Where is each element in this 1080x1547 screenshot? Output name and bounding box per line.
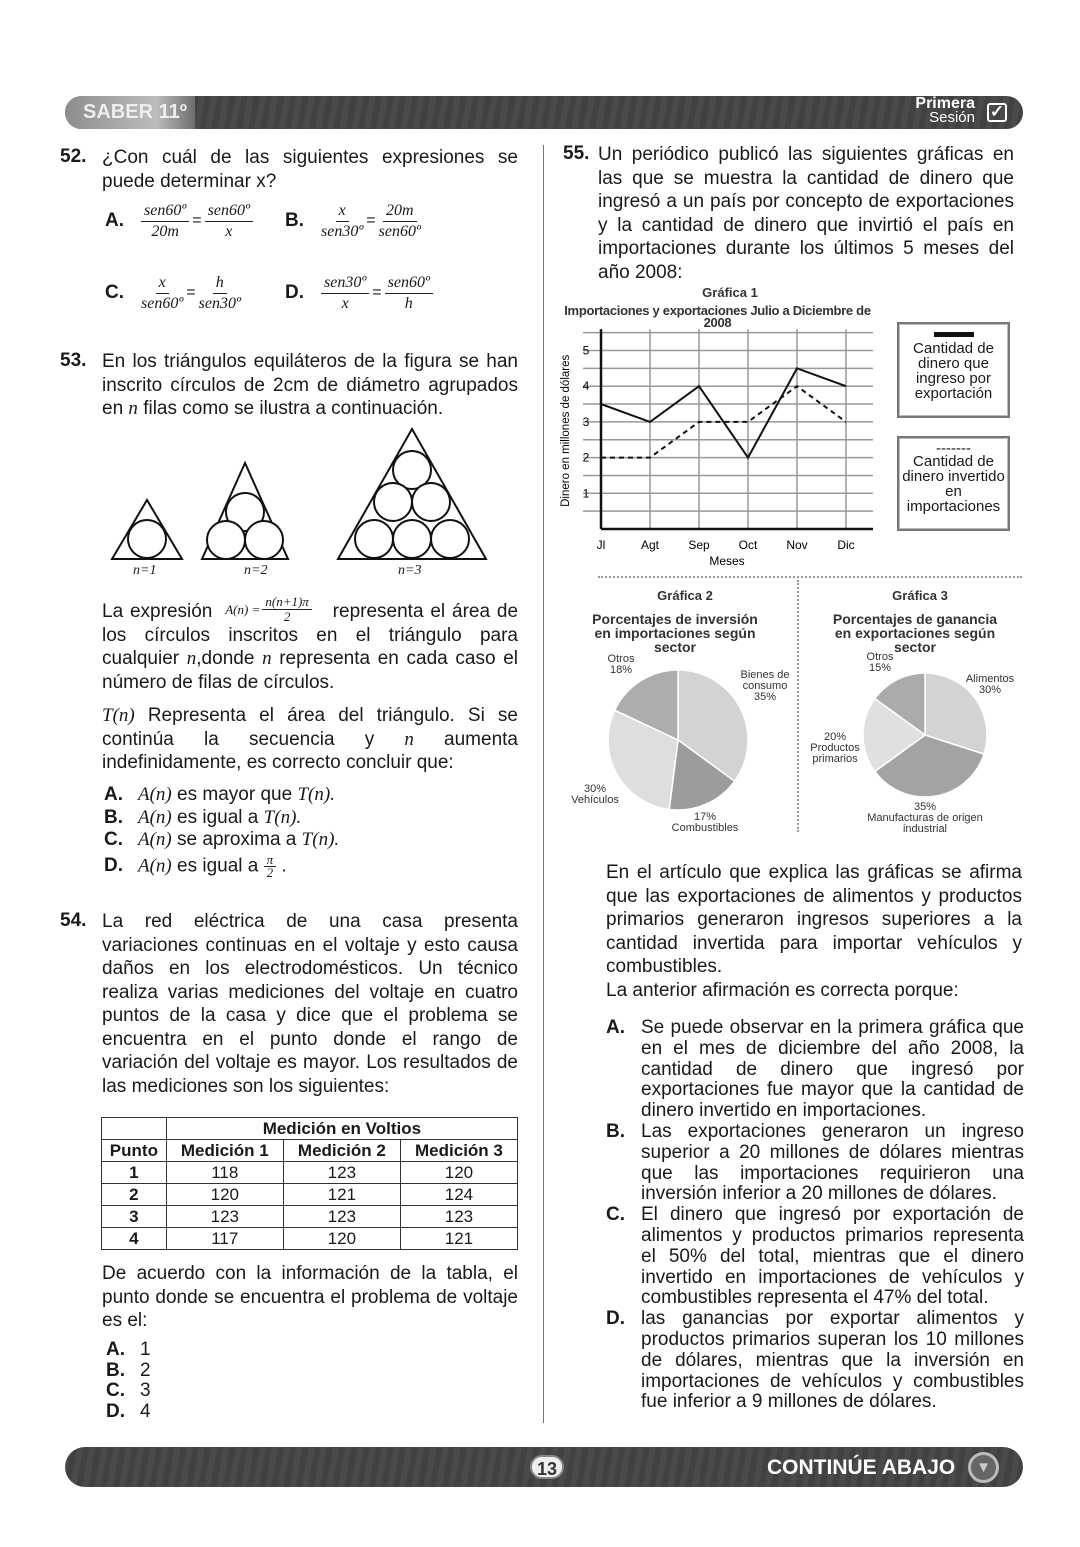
slice-label: Otros 15% <box>866 651 894 674</box>
option-b[interactable] <box>606 1122 1024 1205</box>
option-c[interactable] <box>606 1205 1024 1309</box>
chart3-subtitle: Porcentajes de ganancia en exportaciones según sector <box>832 611 998 655</box>
chart2-title: Gráfica 2 <box>657 588 713 603</box>
question-text: Un periódico publicó las siguientes gráficas en las que se muestra la cantidad de dinero que ingresó a un país por concepto de exportaciones y la cantidad de dinero que invirtió el país en importaciones durante los últimos 5 meses del año 2008: <box>598 144 1014 283</box>
table-cell: 123 <box>400 1206 517 1228</box>
page-number: 13 <box>530 1455 564 1479</box>
option-text: Se puede observar en la primera gráfica que en el mes de diciembre del año 2008, la cantidad de dinero que ingresó por exportaciones fue mayor que la cantidad de dinero invertido en importaciones. <box>641 1017 1024 1122</box>
table-cell: 120 <box>283 1228 400 1250</box>
slice-percent: 30% <box>583 783 607 795</box>
expr-lhs: A(n) = <box>225 601 261 617</box>
table-cell: 118 <box>166 1162 283 1184</box>
legend-label: Cantidad de dinero invertido en importaciones <box>902 453 1005 515</box>
option-letter: D. <box>606 1308 625 1330</box>
option-d[interactable]: D. 4 <box>106 1400 151 1422</box>
option-c[interactable]: C. 3 <box>106 1380 151 1401</box>
chart1-title: Gráfica 1 <box>702 285 758 300</box>
var-n: n <box>262 648 272 669</box>
x-tick-label: Oct <box>738 538 758 552</box>
option-letter: B. <box>285 210 304 231</box>
brand-logo: SABER 11º <box>65 96 195 129</box>
question-text: La red eléctrica de una casa presenta variaciones continuas en el voltaje y esto causa daños en los electrodomésticos. Un técnico realiza varias mediciones del voltaje en cuatro puntos de la casa y dice que el problema se encuentra en el punto donde el rango de variación del voltaje es mayor. Los resultados de las mediciones son los siguientes: <box>102 911 518 1097</box>
slice-label: 35% Manufacturas de origen industrial <box>867 801 983 835</box>
numerator: sen60º <box>385 273 433 294</box>
solid-line-marker <box>934 332 974 337</box>
pie-charts <box>555 640 1025 840</box>
footer-bar <box>65 1447 1023 1487</box>
table-row <box>102 1162 518 1184</box>
table-cell: 4 <box>102 1228 167 1250</box>
x-axis-label: Meses <box>709 554 745 568</box>
session-top: Primera <box>915 95 975 112</box>
slice-label: Alimentos 30% <box>965 673 1015 696</box>
table-cell: 121 <box>283 1184 400 1206</box>
legend-exports <box>897 322 1010 418</box>
option-text: El dinero que ingresó por exportación de alimentos y productos primarios representa el 50% del total, mientras que el dinero invertido en importaciones de vehículos y combustibles representa el 47% del total. <box>641 1204 1024 1309</box>
table-row <box>102 1228 518 1250</box>
y-tick-label: 5 <box>582 343 590 358</box>
var-n: n <box>186 648 197 669</box>
label-n3: n=3 <box>398 563 422 578</box>
expression-paragraph <box>102 594 519 694</box>
slice-percent: 15% <box>868 662 892 674</box>
text: ,donde <box>196 648 263 669</box>
column-divider <box>543 145 544 1423</box>
numerator: x <box>336 201 349 222</box>
question-number: 55. <box>563 143 590 164</box>
var-n: n <box>404 728 414 750</box>
chart1-plot <box>555 325 885 575</box>
numerator: sen60º <box>205 201 253 222</box>
column-header: Punto <box>102 1140 167 1162</box>
text: aumenta indefinidamente, es correcto concluir que: <box>102 728 518 773</box>
legend-imports <box>897 436 1010 531</box>
option-b[interactable] <box>285 196 465 246</box>
denominator: sen60º <box>378 222 421 240</box>
var-n: n <box>128 398 138 419</box>
table-title: Medición en Voltios <box>166 1118 517 1140</box>
voltage-table <box>101 1117 518 1250</box>
equals: = <box>192 212 202 229</box>
question-text <box>102 350 518 421</box>
text: La expresión <box>102 601 213 622</box>
table-cell: 2 <box>102 1184 167 1206</box>
table-cell: 123 <box>166 1206 283 1228</box>
numerator: 20m <box>383 201 417 222</box>
numerator: sen30º <box>321 273 369 294</box>
column-header: Medición 3 <box>400 1140 517 1162</box>
question-text: ¿Con cuál de las siguientes expresiones se puede determinar x? <box>102 147 518 192</box>
option-d[interactable] <box>606 1309 1024 1413</box>
text: representa el área de los círculos inscritos en el triángulo para cualquier <box>102 601 519 669</box>
table-row <box>102 1184 518 1206</box>
numerator: x <box>156 273 169 294</box>
option-c[interactable] <box>105 268 285 318</box>
x-tick-label: Sep <box>688 538 710 552</box>
option-c[interactable]: C. A(n) se aproxima a T(n). <box>104 829 340 850</box>
session-bottom: Sesión <box>929 109 975 126</box>
option-d[interactable] <box>285 268 465 318</box>
question-number: 52. <box>60 146 87 167</box>
table-cell: 120 <box>400 1162 517 1184</box>
table-cell: 120 <box>166 1184 283 1206</box>
question-text: En el artículo que explica las gráficas se afirma que las exportaciones de alimentos y productos primarios generaron ingresos superiores a la cantidad invertida para importar vehículos y combustibles. <box>606 862 1022 977</box>
column-header: Medición 2 <box>283 1140 400 1162</box>
dashed-line-marker: ------- <box>936 440 971 457</box>
separator <box>598 576 1022 578</box>
question-number: 54. <box>60 910 87 931</box>
y-tick-label: 1 <box>582 486 590 501</box>
chart2-subtitle: Porcentajes de inversión en importaciones según sector <box>592 611 758 655</box>
circle <box>128 520 166 558</box>
option-d[interactable]: D. A(n) es igual a $\frac{\pi}{2}$ . <box>104 851 287 880</box>
slice-percent: 35% <box>913 801 937 813</box>
session-label <box>915 97 975 125</box>
slice-percent: 18% <box>609 664 633 676</box>
option-letter: A. <box>105 210 124 231</box>
y-tick-label: 3 <box>582 414 590 429</box>
option-text: Las exportaciones generaron un ingreso superior a 20 millones de dólares mientras que las importaciones requirieron una inversión inferior a 20 millones de dólares. <box>641 1120 1024 1205</box>
option-a[interactable]: A. A(n) es mayor que T(n). <box>104 784 335 805</box>
slice-percent: 35% <box>753 691 777 703</box>
series-line-exports <box>601 368 846 457</box>
options-53 <box>104 784 339 879</box>
option-a[interactable] <box>105 196 285 246</box>
x-tick-label: Dic <box>837 538 855 552</box>
denominator: sen30º <box>198 294 241 312</box>
text: En los triángulos equiláteros de la figura se han inscrito círculos de 2cm de diámetro agrupados en <box>102 351 518 419</box>
y-tick-label: 4 <box>582 379 590 394</box>
table-cell: 123 <box>283 1206 400 1228</box>
expr-denominator: 2 <box>283 609 291 625</box>
tn: T(n) <box>102 705 135 726</box>
chart3-title: Gráfica 3 <box>892 588 948 603</box>
label-n2: n=2 <box>244 563 268 578</box>
x-tick-label: Jl <box>596 538 606 552</box>
option-letter: B. <box>606 1120 625 1142</box>
slice-label: 30% Vehículos <box>571 783 619 806</box>
denominator: sen60º <box>141 294 184 312</box>
table-cell: 117 <box>166 1228 283 1250</box>
x-tick-label: Agt <box>640 538 660 552</box>
table-cell: 1 <box>102 1162 167 1184</box>
text: Representa el área del triángulo. Si se continúa la secuencia y <box>102 705 518 750</box>
continue-label: CONTINÚE ABAJO <box>767 1456 956 1479</box>
slice-percent: 17% <box>693 811 717 823</box>
denominator: 20m <box>151 222 179 240</box>
numerator: h <box>213 273 227 294</box>
numerator: sen60º <box>141 201 189 222</box>
y-tick-label: 2 <box>582 450 590 465</box>
label-n1: n=1 <box>133 563 157 578</box>
table-row <box>102 1206 518 1228</box>
slice-percent: 30% <box>978 684 1002 696</box>
question-number: 53. <box>60 350 87 371</box>
table-cell: 123 <box>283 1162 400 1184</box>
denominator: sen30º <box>321 222 364 240</box>
equals: = <box>186 284 196 301</box>
denominator: h <box>404 294 413 312</box>
slice-percent: 20% <box>823 731 847 743</box>
down-triangle-icon[interactable]: ▼ <box>968 1452 999 1483</box>
option-letter: C. <box>606 1204 625 1226</box>
y-axis-label: Dinero en millones de dólares <box>560 354 572 507</box>
legend-label: Cantidad de dinero que ingreso por exportación <box>913 340 994 402</box>
option-a[interactable] <box>606 1018 1024 1122</box>
table-cell: 3 <box>102 1206 167 1228</box>
option-letter: C. <box>105 282 124 303</box>
equals: = <box>372 284 382 301</box>
option-text: las ganancias por exportar alimentos y productos primarios superan los 10 millones de dólares, mientras que la inversión en importaciones de vehículos y combustibles fue inferior a 9 millones de dólares. <box>641 1308 1024 1413</box>
expr-numerator: n(n+1)π <box>262 595 311 610</box>
equals: = <box>366 212 376 229</box>
option-letter: A. <box>606 1017 625 1038</box>
option-b[interactable]: B. 2 <box>106 1359 151 1381</box>
chart1-subtitle: Importaciones y exportaciones Julio a Diciembre de 2008 <box>564 303 871 330</box>
option-letter: D. <box>285 282 304 303</box>
text: representa en cada caso el número de filas de círculos. <box>102 648 518 693</box>
column-header: Medición 1 <box>166 1140 283 1162</box>
table-cell: 124 <box>400 1184 517 1206</box>
tn-paragraph <box>102 704 518 775</box>
x-tick-label: Nov <box>786 538 808 552</box>
header-bar <box>65 96 1023 129</box>
slice-label: 20% Productos primarios <box>810 731 860 765</box>
slice-label: Otros 18% <box>607 653 635 676</box>
denominator: x <box>225 222 233 240</box>
text: filas como se ilustra a continuación. <box>137 398 444 419</box>
slice-label: Bienes de consumo 35% <box>740 669 790 703</box>
triangles-figure <box>100 425 500 585</box>
question-text: La anterior afirmación es correcta porque: <box>606 980 959 1001</box>
table-cell: 121 <box>400 1228 517 1250</box>
option-b[interactable]: B. A(n) es igual a T(n). <box>104 806 302 828</box>
option-a[interactable]: A. 1 <box>106 1339 151 1360</box>
question-text: De acuerdo con la información de la tabla, el punto donde se encuentra el problema de voltaje es el: <box>102 1263 518 1331</box>
slice-label: 17% Combustibles <box>671 811 739 834</box>
checkbox-icon: ✓ <box>987 103 1007 122</box>
denominator: x <box>341 294 349 312</box>
